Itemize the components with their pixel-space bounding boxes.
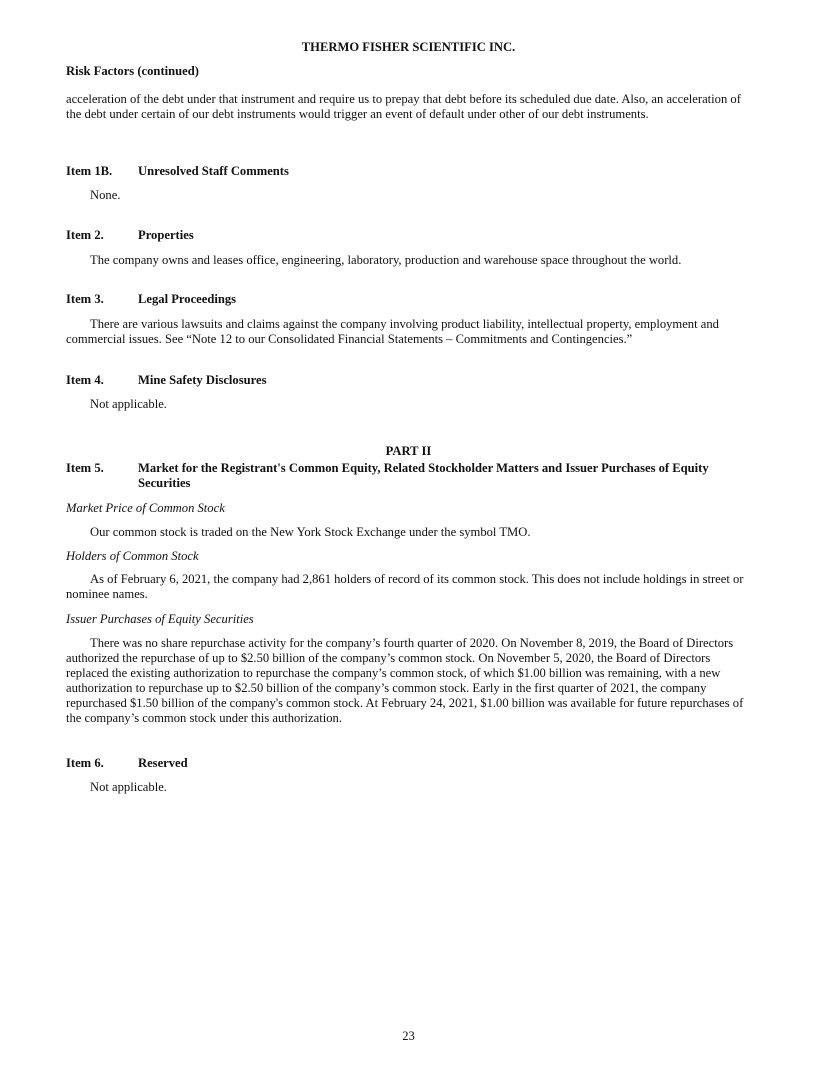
issuer-purchases-body: There was no share repurchase activity for the company’s fourth quarter of 2020. On November 8, 2019, the Board of Directors authorized the repurchase of up to $2.50 billion of the company’s common stock. On November 5, 2020, the Board of Directors replaced the existing authorization to repurchase the company’s common stock, of which $1.00 billion was remaining, with a new authorization to repurchase up to $2.50 billion of the company’s common stock. Early in the first quarter of 2021, the company repurchased $1.50 billion of the company's common stock. At February 24, 2021, $1.00 billion was available for future repurchases of the company’s common stock under this authorization. [66,636,744,725]
holders-subheading: Holders of Common Stock [66,549,199,563]
item-6-title: Reserved [138,756,188,770]
item-2-number: Item 2. [66,228,104,242]
item-5-title: Market for the Registrant's Common Equity, Related Stockholder Matters and Issuer Purchases of Equity Securities [138,461,709,490]
item-2-body: The company owns and leases office, engineering, laboratory, production and warehouse space throughout the world. [90,253,682,267]
holders-body: As of February 6, 2021, the company had 2,861 holders of record of its common stock. This does not include holdings in street or nominee names. [66,572,744,601]
market-price-body: Our common stock is traded on the New York Stock Exchange under the symbol TMO. [90,525,531,539]
item-1b-title: Unresolved Staff Comments [138,164,289,178]
item-6-body: Not applicable. [90,780,167,794]
section-title: Risk Factors (continued) [66,64,199,78]
item-1b-number: Item 1B. [66,164,113,178]
page-number: 23 [402,1029,415,1043]
part-heading: PART II [385,444,432,458]
item-3-body: There are various lawsuits and claims against the company involving product liability, intellectual property, employment and commercial issues. See “Note 12 to our Consolidated Financial Statements – Commitments and Contingencies.” [66,317,719,346]
item-5-number: Item 5. [66,461,104,475]
item-1b-body: None. [90,188,121,202]
item-6-number: Item 6. [66,756,104,770]
item-3-title: Legal Proceedings [138,292,237,306]
item-4-body: Not applicable. [90,397,167,411]
item-4-number: Item 4. [66,373,104,387]
market-price-subheading: Market Price of Common Stock [66,501,225,515]
item-4-title: Mine Safety Disclosures [138,373,267,387]
intro-paragraph: acceleration of the debt under that instrument and require us to prepay that debt before its scheduled due date. Also, an acceleration of the debt under certain of our debt instruments would trigger an event of default under other of our debt instruments. [66,92,741,121]
item-3-number: Item 3. [66,292,104,306]
company-header: THERMO FISHER SCIENTIFIC INC. [301,40,516,54]
item-2-title: Properties [138,228,194,242]
document-page [66,0,751,1065]
issuer-purchases-subheading: Issuer Purchases of Equity Securities [66,612,254,626]
